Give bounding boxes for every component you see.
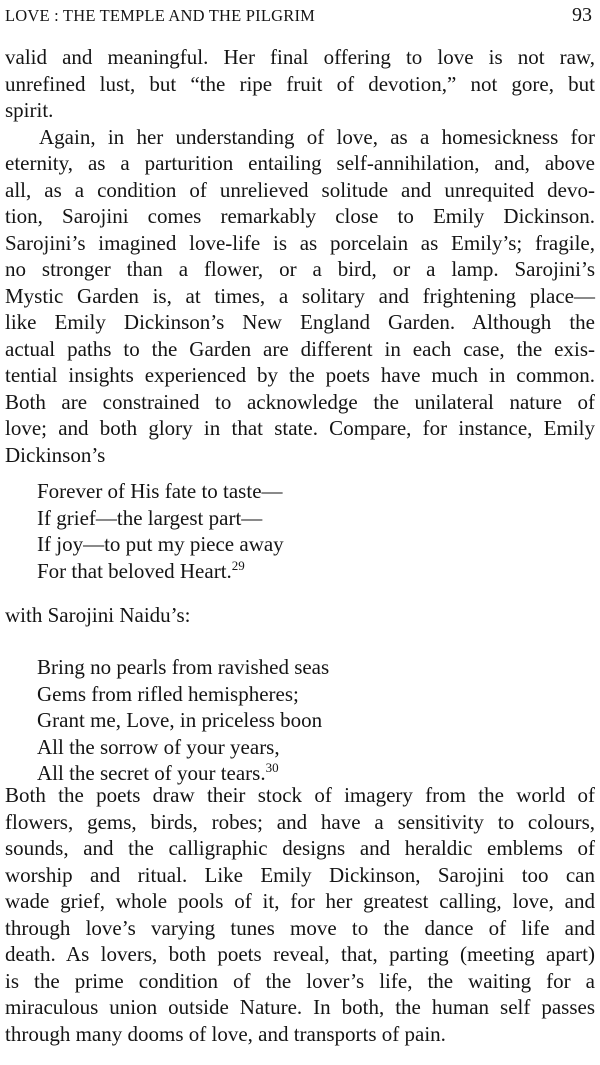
footnote-marker: 30 xyxy=(265,760,279,776)
text-line: is the prime condition of the lover’s life, the waiting for a xyxy=(5,968,595,993)
poem-line: Grant me, Love, in priceless boon xyxy=(37,708,323,732)
poem-line: If grief—the largest part— xyxy=(37,505,263,530)
transition-line xyxy=(5,602,595,629)
text-line: flowers, gems, birds, robes; and have a sensitivity to colours, xyxy=(5,809,595,834)
text-line: miraculous union outside Nature. In both, the human self passes xyxy=(5,995,595,1019)
text-line: worship and ritual. Like Emily Dickinson, Sarojini too can xyxy=(5,862,595,887)
poem-line xyxy=(37,558,284,585)
text-line: like Emily Dickinson’s New England Garden. Although the xyxy=(5,310,595,334)
text-line: unrefined lust, but “the ripe fruit of devotion,” not gore, but xyxy=(5,71,595,96)
poem-line: If joy—to put my piece away xyxy=(37,532,284,556)
text-line: Again, in her understanding of love, as a homesickness for xyxy=(39,124,595,149)
text-line: Sarojini’s imagined love-life is as porcelain as Emily’s; fragile, xyxy=(5,230,595,255)
poem-line: All the sorrow of your years, xyxy=(37,734,280,759)
running-title: LOVE : THE TEMPLE AND THE PILGRIM xyxy=(5,6,316,25)
text-line: all, as a condition of unrelieved solitude and unrequited devo- xyxy=(5,177,595,202)
running-head xyxy=(5,4,592,28)
text-line: Both the poets draw their stock of imagery from the world of xyxy=(5,783,595,807)
paragraph-imagery xyxy=(5,782,595,1047)
text-line: actual paths to the Garden are different in each case, the exis- xyxy=(5,336,595,361)
text-line: eternity, as a parturition entailing self-annihilation, and, above xyxy=(5,151,595,175)
naidu-quotation xyxy=(37,654,329,787)
text-line: tential insights experienced by the poets have much in common. xyxy=(5,363,595,387)
text-line: valid and meaningful. Her final offering to love is not raw, xyxy=(5,45,595,69)
poem-line: Forever of His fate to taste— xyxy=(37,479,283,503)
text-line: through many dooms of love, and transports of pain. xyxy=(5,1021,446,1046)
text-line: spirit. xyxy=(5,98,54,122)
text-line: Dickinson’s xyxy=(5,442,106,467)
dickinson-quotation xyxy=(37,478,284,584)
page-number: 93 xyxy=(572,4,592,26)
paragraph-comparison xyxy=(5,124,595,469)
text-line: with Sarojini Naidu’s: xyxy=(5,603,191,627)
text-line: sounds, and the calligraphic designs and heraldic emblems of xyxy=(5,836,595,860)
poem-line: Gems from rifled hemispheres; xyxy=(37,681,299,706)
poem-line-text: All the secret of your tears. xyxy=(37,761,266,785)
text-line: no stronger than a flower, or a bird, or a lamp. Sarojini’s xyxy=(5,257,595,281)
poem-line: Bring no pearls from ravished seas xyxy=(37,655,330,679)
text-line: Both are constrained to acknowledge the unilateral nature of xyxy=(5,389,595,414)
poem-line-text: For that beloved Heart. xyxy=(37,558,232,583)
text-line: wade grief, whole pools of it, for her greatest calling, love, and xyxy=(5,889,595,913)
text-line: tion, Sarojini comes remarkably close to Emily Dickinson. xyxy=(5,204,595,228)
text-line: Mystic Garden is, at times, a solitary and frightening place— xyxy=(5,283,595,308)
footnote-marker: 29 xyxy=(231,557,245,573)
text-line: death. As lovers, both poets reveal, that, parting (meeting apart) xyxy=(5,942,595,966)
paragraph-continued xyxy=(5,44,595,124)
text-line: love; and both glory in that state. Compare, for instance, Emily xyxy=(5,416,595,440)
text-line: through love’s varying tunes move to the dance of life and xyxy=(5,915,595,940)
